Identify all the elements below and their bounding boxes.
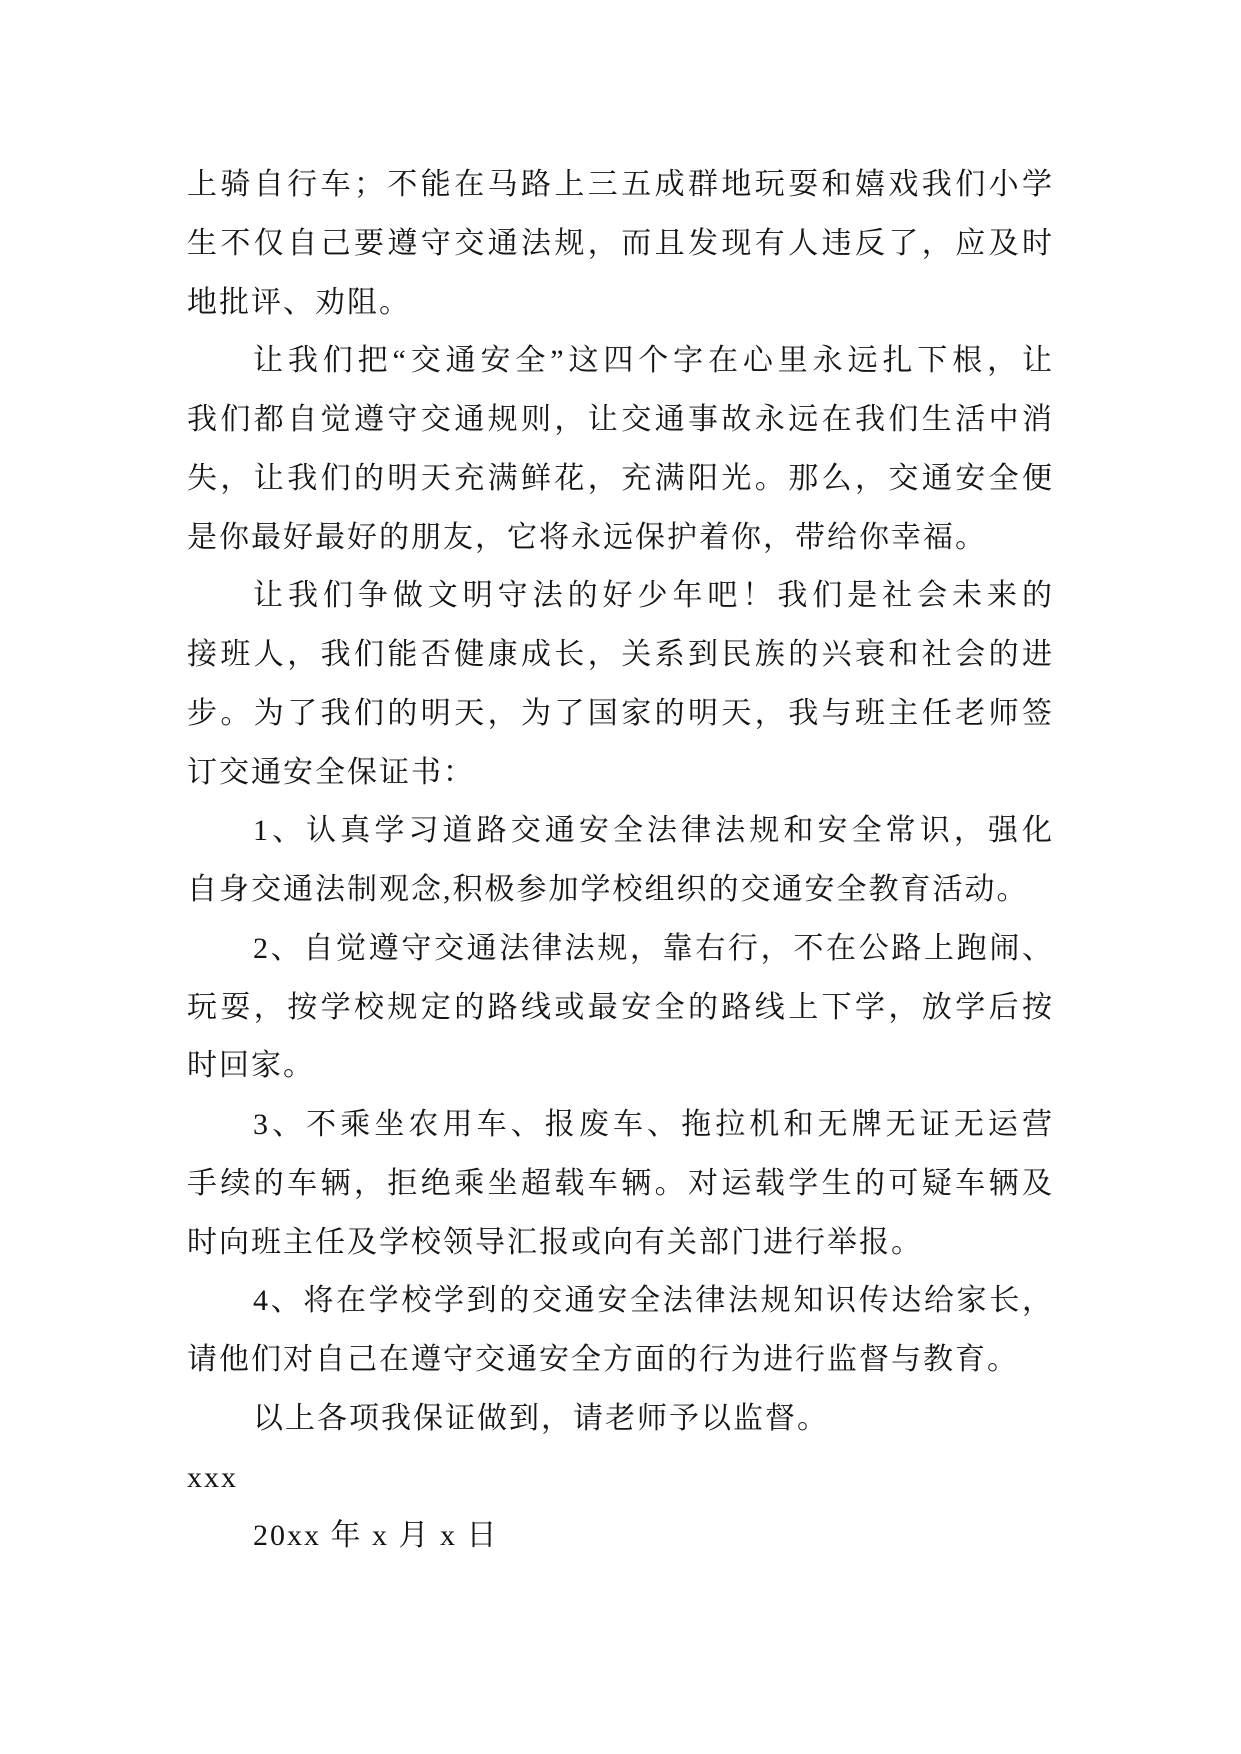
text-line: 步。为了我们的明天，为了国家的明天，我与班主任老师签	[187, 697, 1054, 730]
text-line: 生不仅自己要遵守交通法规，而且发现有人违反了，应及时	[187, 227, 1054, 260]
text-line: 失，让我们的明天充满鲜花，充满阳光。那么，交通安全便	[187, 462, 1054, 495]
text-line: 我们都自觉遵守交通规则，让交通事故永远在我们生活中消	[187, 403, 1054, 436]
text-line: 让我们把“交通安全”这四个字在心里永远扎下根，让	[253, 344, 1054, 377]
text-line: 让我们争做文明守法的好少年吧！我们是社会未来的	[253, 579, 1054, 612]
text-line: 是你最好最好的朋友，它将永远保护着你，带给你幸福。	[187, 521, 987, 554]
text-line: 地批评、劝阻。	[187, 286, 411, 319]
text-line: 请他们对自己在遵守交通安全方面的行为进行监督与教育。	[187, 1343, 1019, 1376]
signature-date: 20xx 年 x 月 x 日	[253, 1519, 499, 1552]
text-line: 时回家。	[187, 1049, 315, 1082]
text-line: 4、将在学校学到的交通安全法律法规知识传达给家长，	[253, 1284, 1054, 1317]
text-line: 1、认真学习道路交通安全法律法规和安全常识，强化	[253, 814, 1054, 847]
text-line: 2、自觉遵守交通法律法规，靠右行，不在公路上跑闹、	[253, 932, 1054, 965]
text-line: 手续的车辆，拒绝乘坐超载车辆。对运载学生的可疑车辆及	[187, 1167, 1054, 1200]
text-line: 3、不乘坐农用车、报废车、拖拉机和无牌无证无运营	[253, 1108, 1054, 1141]
text-line: 接班人，我们能否健康成长，关系到民族的兴衰和社会的进	[187, 638, 1054, 671]
text-line: 以上各项我保证做到，请老师予以监督。	[253, 1402, 829, 1435]
text-line: 上骑自行车；不能在马路上三五成群地玩耍和嬉戏我们小学	[187, 168, 1054, 201]
text-line: 时向班主任及学校领导汇报或向有关部门进行举报。	[187, 1226, 923, 1259]
text-line: 订交通安全保证书：	[187, 756, 475, 789]
signature-name: xxx	[187, 1461, 238, 1494]
text-line: 自身交通法制观念,积极参加学校组织的交通安全教育活动。	[187, 873, 1029, 906]
text-line: 玩耍，按学校规定的路线或最安全的路线上下学，放学后按	[187, 991, 1054, 1024]
